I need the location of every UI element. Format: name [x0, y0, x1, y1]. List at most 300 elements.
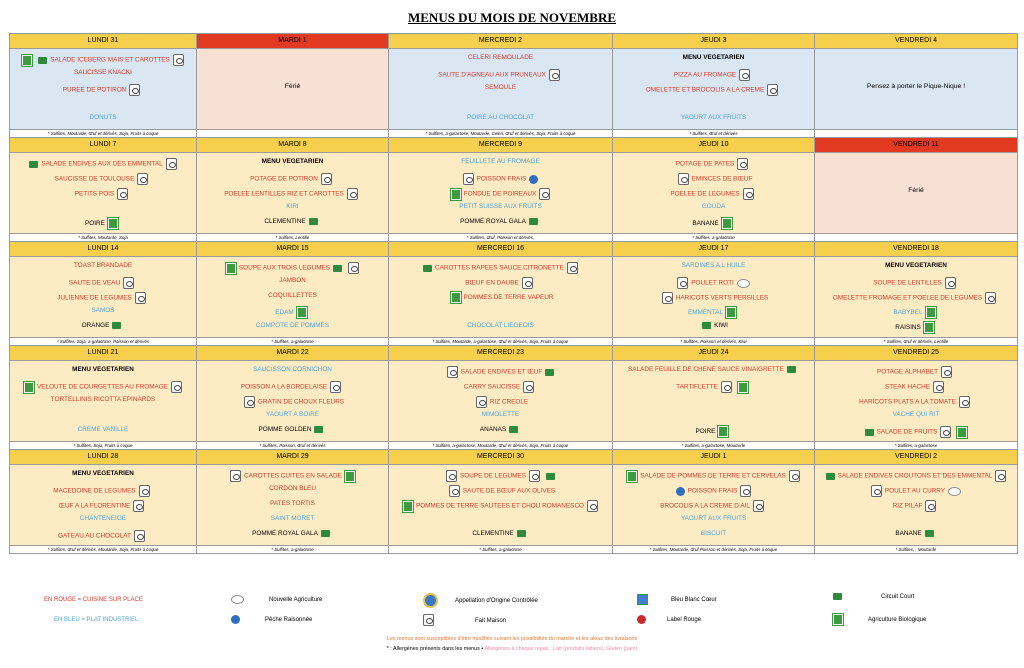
- menu-item-label: MENU VEGETARIEN: [682, 54, 745, 61]
- menu-item-label: RIZ PILAF: [892, 502, 923, 510]
- allergen-footnote: * Sulfites, Soja, a-galactose, Poisson et dérivés: [10, 338, 197, 346]
- circuit-court-icon: [423, 265, 432, 272]
- fait-maison-icon: [347, 188, 358, 200]
- fait-maison-icon: [139, 485, 150, 497]
- menu-item: [815, 426, 1017, 438]
- menu-item-label: HARICOTS VERTS PERSILLES: [675, 294, 769, 302]
- day-menu-cell: [815, 465, 1018, 546]
- fait-maison-icon: [135, 292, 146, 304]
- peche-raisonnee-icon: [231, 615, 240, 624]
- menu-item-label: COQUILLETTES: [268, 292, 317, 299]
- agriculture-biologique-icon: [108, 218, 118, 229]
- menu-item: [389, 114, 612, 121]
- menu-item: [389, 530, 612, 537]
- menu-item: [389, 292, 612, 303]
- fait-maison-icon: [330, 381, 341, 393]
- menu-item: [815, 366, 1017, 378]
- circuit-court-icon: [38, 57, 47, 64]
- menu-item-label: OMELETTE ET BROCOLIS A LA CREME: [645, 86, 765, 94]
- fait-maison-icon: [721, 381, 732, 393]
- menu-item-label: BISCUIT: [700, 530, 727, 537]
- agriculture-biologique-icon: [957, 427, 967, 438]
- menu-item: [815, 262, 1017, 269]
- circuit-court-icon: [833, 593, 842, 600]
- fait-maison-icon: [677, 277, 688, 289]
- circuit-court-icon: [826, 473, 835, 480]
- agriculture-biologique-icon: [403, 501, 413, 512]
- circuit-court-icon: [787, 366, 796, 373]
- circuit-court-icon: [865, 429, 874, 436]
- day-header: LUNDI 28: [10, 450, 197, 465]
- menu-item-label: SOUPE DE LEGUMES: [459, 472, 527, 480]
- allergen-footnote: * Sulfites, a-galactose: [613, 234, 815, 242]
- circuit-court-icon: [546, 473, 555, 480]
- menu-item-label: BŒUF EN DAUBE: [465, 279, 519, 287]
- menu-item-label: COMPOTE DE POMMES: [255, 322, 330, 329]
- menu-item-label: CLEMENTINE: [264, 218, 306, 226]
- menu-item-label: RAISINS: [895, 324, 921, 332]
- menu-item-label: SALADE ENDIVES ET ŒUF: [460, 368, 543, 376]
- day-menu-cell: [197, 465, 389, 546]
- menu-item: [197, 203, 388, 210]
- menu-item-label: OMELETTE FROMAGE ET POELEE DE LEGUMES: [832, 294, 983, 302]
- menu-item: [197, 485, 388, 492]
- menu-item: [613, 381, 814, 393]
- circuit-court-icon: [309, 218, 318, 225]
- allergen-footnote: * Sulfites, Œuf et dérivés: [613, 130, 815, 138]
- legend-bbc: Bleu Blanc Cœur: [634, 594, 717, 605]
- menu-item-label: CLEMENTINE: [472, 530, 514, 538]
- day-menu-cell: [10, 361, 197, 442]
- menu-item: [10, 396, 196, 403]
- allergen-footnote: * Sulfites, a-galactose, Moutarde, Œuf et dérivés, Soja, Fruits à coque: [389, 442, 613, 450]
- day-menu-cell: [613, 153, 815, 234]
- fait-maison-icon: [959, 396, 970, 408]
- menu-item-label: EDAM: [275, 309, 294, 317]
- fait-maison-icon: [945, 277, 956, 289]
- menu-item-label: SAUCISSE KNACKI: [74, 69, 132, 76]
- peche-raisonnee-icon: [676, 487, 685, 496]
- peche-raisonnee-icon: [529, 175, 538, 184]
- menu-item-label: POISSON A LA BORDELAISE: [240, 383, 328, 391]
- agriculture-biologique-icon: [722, 218, 732, 229]
- menu-item: [815, 485, 1017, 497]
- menu-item-label: POMME ROYAL GALA: [460, 218, 526, 226]
- bleu-blanc-coeur-icon: [637, 594, 648, 605]
- menu-item: [10, 158, 196, 170]
- legend-aoc: Appellation d'Origine Contrôlée: [420, 593, 538, 608]
- day-header: VENDREDI 4: [815, 34, 1018, 49]
- day-header: MERCREDI 2: [389, 34, 613, 49]
- menu-item: [815, 322, 1017, 333]
- agriculture-biologique-icon: [22, 55, 32, 66]
- day-menu-cell: [197, 153, 389, 234]
- menu-item: [613, 470, 814, 482]
- menu-item: [10, 307, 196, 314]
- day-menu-cell: [815, 361, 1018, 442]
- allergen-footnote: * Sulfites, a-galactose: [389, 546, 613, 554]
- day-menu-cell: [613, 465, 815, 546]
- menu-item-label: CREME VANILLE: [77, 426, 129, 433]
- menu-item: [197, 396, 388, 408]
- circuit-court-icon: [509, 426, 518, 433]
- fait-maison-icon: [523, 381, 534, 393]
- menu-item-label: CARRY SAUCISSE: [463, 383, 521, 391]
- fait-maison-icon: [133, 500, 144, 512]
- menu-item: [10, 292, 196, 304]
- menu-item: [613, 485, 814, 497]
- day-menu-cell: [613, 257, 815, 338]
- day-note: Férié: [284, 83, 301, 90]
- day-header: JEUDI 1: [613, 450, 815, 465]
- menu-item-label: MENU VEGETARIEN: [261, 158, 324, 165]
- menu-item: [613, 500, 814, 512]
- fait-maison-icon: [123, 277, 134, 289]
- fait-maison-icon: [737, 158, 748, 170]
- allergen-footnote: [815, 130, 1018, 138]
- day-menu-cell: [815, 153, 1018, 234]
- menu-item: [10, 188, 196, 200]
- menu-item-label: VACHE QUI RIT: [892, 411, 940, 418]
- menu-item: [10, 262, 196, 269]
- fait-maison-icon: [244, 396, 255, 408]
- menu-item-label: ORANGE: [81, 322, 110, 330]
- fait-maison-icon: [171, 381, 182, 393]
- menu-item-label: VELOUTE DE COURGETTES AU FROMAGE: [36, 383, 169, 391]
- menu-item-label: POIRE: [695, 428, 716, 436]
- legend-fait-maison: Fait Maison: [420, 614, 506, 626]
- menu-item-label: SEMOULE: [484, 84, 517, 91]
- fait-maison-icon: [587, 500, 598, 512]
- allergen-footnote: * Sulfites, Œuf et dérivés, Lentille: [815, 338, 1018, 346]
- menu-item: [389, 485, 612, 497]
- day-header: MARDI 1: [197, 34, 389, 49]
- menu-item: [815, 307, 1017, 318]
- allergen-footnote: * Sulfites, Poisson et dérivés, Kiwi: [613, 338, 815, 346]
- day-menu-cell: [10, 257, 197, 338]
- menu-item: [815, 396, 1017, 408]
- circuit-court-icon: [925, 530, 934, 537]
- allergen-footnote: [815, 234, 1018, 242]
- menu-item: [613, 515, 814, 522]
- menu-item: [389, 411, 612, 418]
- menu-item: [389, 277, 612, 289]
- circuit-court-icon: [333, 265, 342, 272]
- menu-item: [10, 277, 196, 289]
- menu-item-label: SALADE DE FRUITS: [876, 428, 938, 436]
- menu-item-label: ANANAS: [479, 426, 507, 434]
- menu-item-label: GATEAU AU CHOCOLAT: [58, 532, 131, 540]
- menu-item-label: PETITS POIS: [74, 190, 115, 198]
- fait-maison-icon: [662, 292, 673, 304]
- fait-maison-icon: [447, 366, 458, 378]
- menu-item-label: POISSON FRAIS: [687, 487, 738, 495]
- fait-maison-icon: [173, 54, 184, 66]
- menu-item: [613, 262, 814, 269]
- menu-item: [10, 426, 196, 433]
- legend-nouvelle-agriculture: Nouvelle Agriculture: [228, 595, 322, 604]
- legend-bio: Agriculture Biologique: [830, 614, 926, 625]
- menu-item: [613, 292, 814, 304]
- menu-item: [197, 426, 388, 433]
- menu-item: [389, 218, 612, 225]
- fait-maison-icon: [230, 470, 241, 482]
- day-header: MARDI 29: [197, 450, 389, 465]
- menu-item-label: KIWI: [714, 322, 728, 330]
- allergen-footnote: * Sulfites, a-galactose: [197, 546, 389, 554]
- fait-maison-icon: [871, 485, 882, 497]
- menu-item-label: POIRE AU CHOCOLAT: [467, 114, 534, 121]
- agriculture-biologique-icon: [345, 471, 355, 482]
- allergen-footnote: * Sulfites, Œuf, Poisson et dérivés,: [389, 234, 613, 242]
- allergen-footnote: * Sulfites, Soja, Fruits à coque: [10, 442, 197, 450]
- menu-item: [389, 381, 612, 393]
- fait-maison-icon: [789, 470, 800, 482]
- menu-item-label: POULET AU CURRY: [884, 487, 946, 495]
- menu-item-label: SAUCISSE DE TOULOUSE: [54, 175, 135, 183]
- menu-item-label: TORTELLINIS RICOTTA EPINARDS: [50, 396, 156, 403]
- nouvelle-agriculture-icon: [737, 279, 750, 288]
- menu-item-label: POULET ROTI: [691, 279, 734, 287]
- allergen-footnote: * Sulfites, a-galactose: [815, 442, 1018, 450]
- menu-item-label: CHOCOLAT LIEGEOIS: [467, 322, 534, 329]
- day-menu-cell: [389, 257, 613, 338]
- legend-label-rouge: Label Rouge: [634, 615, 701, 624]
- menu-item: [389, 366, 612, 378]
- menu-item: [197, 262, 388, 274]
- day-menu-cell: [389, 465, 613, 546]
- fait-maison-icon: [539, 188, 550, 200]
- day-header: JEUDI 24: [613, 346, 815, 361]
- menu-item-label: STEAK HACHE: [884, 383, 931, 391]
- menu-item: [613, 69, 814, 81]
- menu-item-label: EMMENTAL: [687, 309, 724, 317]
- day-header: JEUDI 10: [613, 138, 815, 153]
- fait-maison-icon: [137, 173, 148, 185]
- day-header: LUNDI 21: [10, 346, 197, 361]
- menu-item-label: GRATIN DE CHOUX FLEURS: [257, 398, 345, 406]
- fait-maison-icon: [678, 173, 689, 185]
- day-menu-cell: [10, 465, 197, 546]
- menu-item: [815, 411, 1017, 418]
- menu-item-label: POTAGE DE POTIRON: [250, 175, 318, 183]
- day-header: VENDREDI 11: [815, 138, 1018, 153]
- menu-item: [197, 366, 388, 373]
- menu-item: [613, 188, 814, 200]
- menu-item: [197, 158, 388, 165]
- fait-maison-icon: [995, 470, 1006, 482]
- menu-item: [613, 114, 814, 121]
- aoc-icon: [423, 593, 438, 608]
- menu-item-label: TARTIFLETTE: [676, 383, 718, 391]
- menu-item: [10, 84, 196, 96]
- day-menu-cell: [613, 49, 815, 130]
- menu-item-label: POMMES DE TERRE VAPEUR: [463, 294, 554, 302]
- menu-item: [197, 411, 388, 418]
- menu-item-label: GOUDA: [701, 203, 726, 210]
- menu-item-label: SAUTE DE VEAU: [68, 279, 121, 287]
- fait-maison-icon: [567, 262, 578, 274]
- agriculture-biologique-icon: [297, 307, 307, 318]
- day-header: MARDI 22: [197, 346, 389, 361]
- day-menu-cell: [197, 49, 389, 130]
- menu-item-label: RIZ CREOLE: [489, 398, 529, 406]
- menu-item-label: HARICOTS PLATS A LA TOMATE: [859, 398, 956, 406]
- agriculture-biologique-icon: [226, 263, 236, 274]
- menu-item-label: PUREE DE POTIRON: [62, 86, 127, 94]
- menu-item: [10, 485, 196, 497]
- menu-item: [389, 203, 612, 210]
- menu-item: [197, 307, 388, 318]
- menu-item-label: JULIENNE DE LEGUMES: [57, 294, 132, 302]
- allergen-footnote: * Sulfites, , Moutarde: [815, 546, 1018, 554]
- legend-red-meaning: EN ROUGE = CUISINE SUR PLACE: [44, 597, 143, 603]
- circuit-court-icon: [517, 530, 526, 537]
- allergen-footnote: * Sulfites, Moutarde, Œuf et dérivés, Soja, Fruits à coque: [10, 130, 197, 138]
- menu-item-label: YAOURT AUX FRUITS: [680, 515, 747, 522]
- menu-item: [613, 530, 814, 537]
- menu-item: [10, 114, 196, 121]
- agriculture-biologique-icon: [451, 189, 461, 200]
- menu-item-label: DONUTS: [89, 114, 117, 121]
- day-header: MERCREDI 9: [389, 138, 613, 153]
- agriculture-biologique-icon: [924, 322, 934, 333]
- menu-item: [10, 381, 196, 393]
- menu-item-label: SAUTE D'AGNEAU AUX PRUNEAUX: [438, 71, 546, 79]
- menu-item-label: BABYBEL: [893, 309, 923, 317]
- day-note: Pensez à porter le Pique-Nique !: [866, 83, 966, 90]
- day-header: MARDI 15: [197, 242, 389, 257]
- menu-item: [815, 277, 1017, 289]
- menu-item: [613, 218, 814, 229]
- menu-item: [389, 470, 612, 482]
- menu-item-label: CHANTENEIGE: [79, 515, 127, 522]
- menu-item-label: SALADE ENDIVES AUX DES EMMENTAL: [41, 160, 163, 168]
- day-header: LUNDI 31: [10, 34, 197, 49]
- menu-item: [389, 54, 612, 61]
- menu-item: [10, 366, 196, 373]
- menu-item-label: CAROTTES RAPEES SAUCE CITRONETTE: [435, 264, 564, 272]
- menu-item-label: CAROTTES CUITES EN SALADE: [244, 472, 342, 480]
- menu-item-label: KIRI: [286, 203, 299, 210]
- fait-maison-icon: [933, 381, 944, 393]
- day-menu-cell: [10, 153, 197, 234]
- fait-maison-icon: [463, 173, 474, 185]
- menu-item-label: POMME ROYAL GALA: [252, 530, 318, 538]
- menu-item-label: SAINT MORET: [270, 515, 315, 522]
- menu-item-label: SALADE ICEBERG MAIS ET CAROTTES: [50, 56, 170, 64]
- agriculture-biologique-icon: [926, 307, 936, 318]
- fait-maison-icon: [743, 188, 754, 200]
- menu-item-label: EMINCES DE BŒUF: [691, 175, 753, 183]
- menu-item: [389, 500, 612, 512]
- legend-peche: Pêche Raisonnée: [228, 615, 312, 624]
- fait-maison-icon: [321, 173, 332, 185]
- allergen-footnote: * Sulfites, a-galactose: [197, 338, 389, 346]
- allergens-note: * : Allergènes présents dans les menus • Allergènes à chaque repas : Lait (produits laitiers), Gluten (pain): [386, 646, 638, 652]
- day-header: VENDREDI 2: [815, 450, 1018, 465]
- menu-item: [815, 500, 1017, 512]
- menu-item-label: POTAGE DE PATES: [675, 160, 735, 168]
- menu-item-label: YAOURT AUX FRUITS: [680, 114, 747, 121]
- menu-item: [389, 396, 612, 408]
- day-menu-cell: [815, 257, 1018, 338]
- menu-item-label: FONDUE DE POIREAUX: [463, 190, 537, 198]
- menu-item: [197, 500, 388, 507]
- circuit-court-icon: [545, 369, 554, 376]
- menu-item-label: SOUPE AUX TROIS LEGUMES: [238, 264, 331, 272]
- menu-item: [197, 173, 388, 185]
- menu-item: [815, 292, 1017, 304]
- menu-item: [10, 218, 196, 229]
- fait-maison-icon: [129, 84, 140, 96]
- menu-item: [389, 173, 612, 185]
- menu-item: [10, 69, 196, 76]
- day-header: VENDREDI 18: [815, 242, 1018, 257]
- menu-item: [389, 426, 612, 433]
- menu-item-label: ŒUF A LA FLORENTINE: [58, 502, 131, 510]
- menu-item: [613, 54, 814, 61]
- menu-item-label: SALADE FEUILLE DE CHENE SAUCE VINAIGRETTE: [628, 366, 784, 374]
- day-header: LUNDI 14: [10, 242, 197, 257]
- allergen-footnote: * Sulfites, Lentille: [197, 234, 389, 242]
- day-header: LUNDI 7: [10, 138, 197, 153]
- allergen-footnote: * Sulfites, a-galactose, Moutarde, Celeri, Œuf et dérivés, Soja, Fruits à coque: [389, 130, 613, 138]
- allergen-footnote: * Sulfites, a-galactose, Moutarde: [613, 442, 815, 450]
- circuit-court-icon: [314, 426, 323, 433]
- menu-item-label: FEUILLETE AU FROMAGE: [461, 158, 540, 165]
- menu-item-label: POELEE DE LEGUMES: [670, 190, 740, 198]
- day-header: MERCREDI 30: [389, 450, 613, 465]
- allergen-footnote: [197, 130, 389, 138]
- menu-item: [613, 426, 814, 437]
- menu-item-label: SARDINES A L HUILE: [681, 262, 746, 269]
- label-rouge-icon: [637, 615, 646, 624]
- menu-item: [389, 84, 612, 91]
- menu-item: [815, 470, 1017, 482]
- day-menu-cell: [815, 49, 1018, 130]
- menu-item-label: PETIT SUISSE AUX FRUITS: [459, 203, 542, 210]
- agriculture-biologique-icon: [451, 292, 461, 303]
- fait-maison-icon: [767, 84, 778, 96]
- menu-item: [389, 262, 612, 274]
- menu-item-label: POTAGE ALPHABET: [877, 368, 938, 376]
- fait-maison-icon: [925, 500, 936, 512]
- fait-maison-icon: [476, 396, 487, 408]
- day-header: MARDI 8: [197, 138, 389, 153]
- menu-item: [613, 173, 814, 185]
- menu-item: [197, 292, 388, 299]
- menu-item: [10, 530, 196, 542]
- fait-maison-icon: [449, 485, 460, 497]
- menu-item-label: POMMES DE TERRE SAUTEES ET CHOU ROMANESCO: [415, 502, 585, 510]
- day-header: JEUDI 17: [613, 242, 815, 257]
- day-header: JEUDI 3: [613, 34, 815, 49]
- circuit-court-icon: [702, 322, 711, 329]
- fait-maison-icon: [739, 69, 750, 81]
- menu-item: [197, 218, 388, 225]
- day-header: MERCREDI 23: [389, 346, 613, 361]
- menu-item-label: CELERI REMOULADE: [467, 54, 534, 61]
- menu-item: [613, 277, 814, 289]
- menu-item-label: SOUPE DE LENTILLES: [873, 279, 942, 287]
- allergen-footnote: * Sulfites, Œuf et dérivés, Moutarde, Soja, Fruits à coque: [10, 546, 197, 554]
- day-menu-cell: [10, 49, 197, 130]
- allergen-footnote: * Sulfites, Moutarde, a-galactose, Œuf et dérivés, Soja, Fruits à coque: [389, 338, 613, 346]
- menu-item-label: POMME GOLDEN: [258, 426, 312, 434]
- day-menu-cell: [389, 49, 613, 130]
- legend-blue-meaning: EN BLEU = PLAT INDUSTRIEL: [54, 617, 139, 623]
